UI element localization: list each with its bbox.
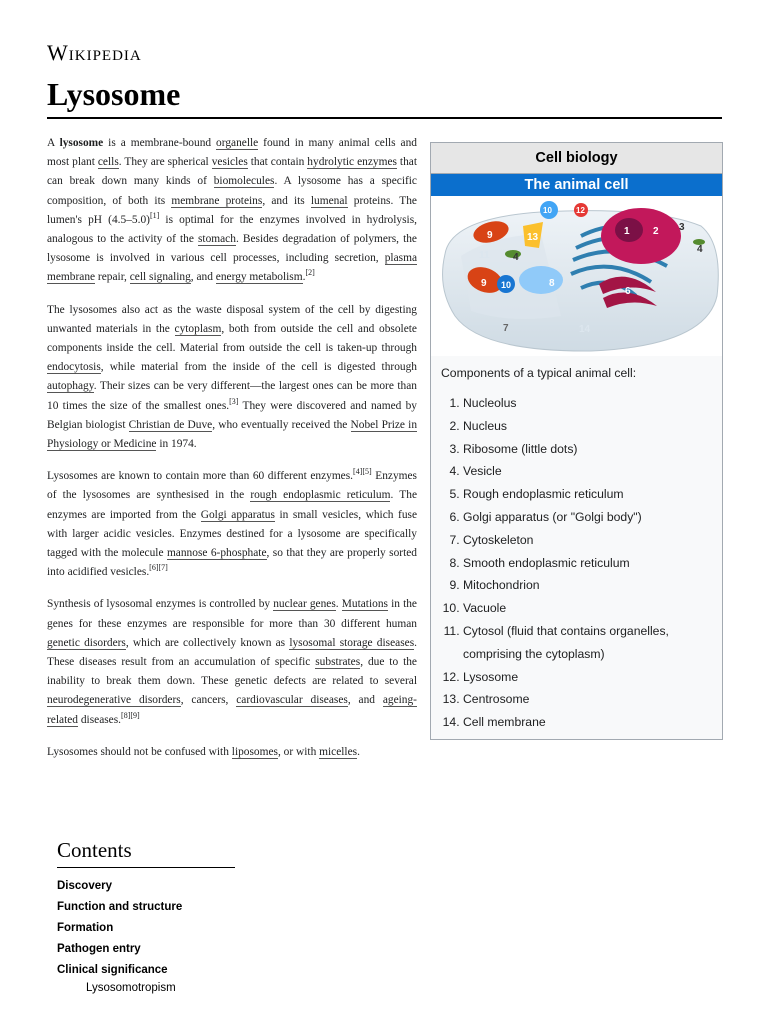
text-run: proteins. The lumen's pH (4.5–5.0) bbox=[47, 194, 417, 226]
text-run: , both from outside the cell and obsolete components inside the cell. Material from outside the cell is taken-up through bbox=[47, 322, 417, 355]
bold-term: lysosome bbox=[59, 137, 104, 149]
text-run: , while material from the inside of the cell is digested through bbox=[100, 361, 417, 374]
cell-component-item: 9. Mitochondrion bbox=[463, 574, 722, 597]
cell-component-item: 8. Smooth endoplasmic reticulum bbox=[463, 552, 722, 575]
paragraph-synthesis bbox=[47, 595, 417, 729]
article-link[interactable]: organelle bbox=[216, 137, 259, 149]
text-run: that can break down many kinds of bbox=[47, 156, 417, 188]
article-link[interactable]: hydrolytic enzymes bbox=[307, 156, 397, 169]
text-run: that contain bbox=[247, 156, 308, 169]
toc-item[interactable]: Pathogen entry bbox=[57, 943, 141, 955]
cell-component-item: 7. Cytoskeleton bbox=[463, 529, 722, 552]
text-run: . A lysosome has a specific composition, of both its bbox=[47, 175, 417, 207]
text-run: . Besides degradation of polymers, the lysosome is involved in various cell processes, including secretion, bbox=[47, 233, 417, 265]
animal-cell-diagram[interactable] bbox=[431, 196, 722, 356]
cell-component-item: 6. Golgi apparatus (or "Golgi body") bbox=[463, 506, 722, 529]
svg-text:2: 2 bbox=[653, 226, 659, 237]
svg-text:10: 10 bbox=[543, 206, 552, 215]
svg-text:11: 11 bbox=[479, 250, 490, 261]
toc-item[interactable]: Discovery bbox=[57, 880, 112, 892]
svg-text:4: 4 bbox=[697, 244, 703, 255]
citation-ref[interactable]: [6][7] bbox=[149, 563, 168, 573]
text-run: . The enzymes are imported from the bbox=[47, 489, 417, 521]
svg-text:7: 7 bbox=[503, 323, 509, 334]
text-run: . bbox=[335, 598, 342, 611]
infobox-caption: Components of a typical animal cell: bbox=[441, 366, 637, 380]
svg-text:3: 3 bbox=[679, 222, 685, 233]
toc-item[interactable]: Function and structure bbox=[57, 901, 183, 913]
cell-component-item: 1. Nucleolus bbox=[463, 392, 722, 415]
citation-ref[interactable]: [2] bbox=[305, 268, 315, 278]
article-link[interactable]: nuclear genes bbox=[273, 598, 336, 611]
text-run: A bbox=[47, 137, 60, 149]
page-title: Lysosome bbox=[47, 76, 181, 112]
cell-component-item: 11. Cytosol (fluid that contains organelles, comprising the cytoplasm) bbox=[463, 620, 722, 666]
text-run: , and bbox=[347, 694, 383, 707]
article-link[interactable]: Mutations bbox=[341, 598, 388, 611]
infobox-subheader[interactable]: The animal cell bbox=[431, 174, 722, 196]
citation-ref[interactable]: [1] bbox=[149, 211, 160, 221]
article-link[interactable]: endocytosis bbox=[47, 361, 101, 374]
article-link[interactable]: cells bbox=[97, 156, 119, 169]
article-link[interactable]: Nobel Prize in Physiology or Medicine bbox=[47, 418, 418, 451]
text-run: in the genes for these enzymes are responsible for more than 30 different human bbox=[47, 598, 417, 630]
text-run: , so that they are properly sorted into acidified vesicles. bbox=[47, 547, 417, 579]
article-link[interactable]: biomolecules bbox=[213, 175, 275, 188]
text-run: , who eventually received the bbox=[212, 418, 351, 431]
cell-component-item: 12. Lysosome bbox=[463, 666, 722, 689]
article-link[interactable]: ageing-related bbox=[47, 694, 417, 726]
toc-list bbox=[57, 876, 235, 995]
article-link[interactable]: Golgi apparatus bbox=[200, 508, 275, 521]
text-run: repair, bbox=[95, 271, 130, 284]
infobox bbox=[430, 142, 723, 740]
article-link[interactable]: lumenal bbox=[310, 194, 348, 207]
cell-component-item: 5. Rough endoplasmic reticulum bbox=[463, 483, 722, 506]
article-link[interactable]: vesicles bbox=[211, 156, 248, 169]
citation-ref[interactable]: [3] bbox=[229, 396, 239, 406]
cell-component-item: 3. Ribosome (little dots) bbox=[463, 438, 722, 461]
text-run: . Their sizes can be very different—the largest ones can be more than 10 times the size of the smallest ones. bbox=[47, 380, 417, 412]
svg-text:8: 8 bbox=[549, 278, 555, 289]
article-link[interactable]: neurodegenerative disorders bbox=[47, 694, 181, 707]
text-run: Synthesis of lysosomal enzymes is controlled by bbox=[47, 598, 274, 611]
paragraph-enzymes bbox=[47, 467, 417, 582]
article-link[interactable]: cell signaling bbox=[129, 271, 191, 284]
text-run: , or with bbox=[277, 745, 320, 758]
svg-text:6: 6 bbox=[625, 286, 631, 297]
text-run: , and its bbox=[262, 194, 311, 207]
title-divider bbox=[47, 117, 722, 119]
text-run: diseases. bbox=[78, 713, 122, 726]
cell-component-item: 4. Vesicle bbox=[463, 460, 722, 483]
text-run: Lysosomes are known to contain more than 60 different enzymes. bbox=[47, 470, 354, 483]
infobox-header: Cell biology bbox=[431, 143, 722, 174]
svg-text:1: 1 bbox=[624, 226, 630, 237]
article-link[interactable]: lysosomal storage diseases bbox=[289, 636, 415, 649]
article-link[interactable]: genetic disorders bbox=[47, 636, 126, 649]
article-link[interactable]: stomach bbox=[197, 233, 236, 246]
text-run: in 1974. bbox=[156, 438, 197, 451]
text-run: Enzymes of the lysosomes are synthesised in the bbox=[47, 470, 417, 502]
article-link[interactable]: autophagy bbox=[47, 380, 94, 393]
article-link[interactable]: plasma membrane bbox=[47, 252, 417, 284]
cell-component-item: 13. Centrosome bbox=[463, 688, 722, 711]
text-run: , due to the inability to break them down. These genetic defects are related to several bbox=[47, 656, 417, 688]
svg-text:9: 9 bbox=[481, 278, 487, 289]
citation-ref[interactable]: [8][9] bbox=[121, 710, 140, 720]
toc-item[interactable]: Clinical significance bbox=[57, 964, 168, 976]
svg-text:10: 10 bbox=[501, 280, 512, 290]
article-link[interactable]: Christian de Duve bbox=[128, 418, 213, 431]
text-run: . They are spherical bbox=[118, 156, 212, 169]
text-run: The lysosomes also act as the waste disposal system of the cell by digesting unwanted materials in the bbox=[47, 303, 417, 335]
article-link[interactable]: micelles bbox=[319, 745, 358, 758]
text-run: . These diseases result from an accumulation of specific bbox=[47, 636, 417, 669]
text-run: They were discovered and named by Belgian biologist bbox=[47, 399, 418, 431]
svg-text:14: 14 bbox=[579, 324, 591, 335]
text-run: . bbox=[357, 745, 360, 758]
text-run: in small vesicles, which fuse with larger acidic vesicles. Enzymes destined for a lysosome are specifically tagged with the molecule bbox=[47, 508, 417, 560]
text-run: , cancers, bbox=[180, 694, 237, 707]
text-run: Lysosomes should not be confused with bbox=[47, 745, 232, 758]
article-link[interactable]: cardiovascular diseases bbox=[236, 694, 348, 707]
article-link[interactable]: energy metabolism bbox=[215, 271, 303, 284]
svg-text:4: 4 bbox=[513, 252, 519, 263]
cell-component-item: 14. Cell membrane bbox=[463, 711, 722, 734]
wikipedia-wordmark[interactable]: Wikipedia bbox=[47, 40, 142, 65]
animal-cell-illustration bbox=[431, 196, 722, 356]
cell-component-item: 2. Nucleus bbox=[463, 415, 722, 438]
cell-components-list bbox=[431, 392, 722, 734]
citation-ref[interactable]: [4][5] bbox=[353, 467, 372, 477]
article-link[interactable]: rough endoplasmic reticulum bbox=[250, 489, 391, 502]
text-run: . bbox=[302, 271, 306, 284]
text-run: is a membrane-bound bbox=[103, 137, 217, 149]
paragraph-intro bbox=[47, 134, 417, 288]
article-link[interactable]: membrane proteins bbox=[171, 194, 263, 207]
toc-item[interactable]: Lysosomotropism bbox=[86, 982, 176, 994]
table-of-contents bbox=[57, 838, 235, 995]
article-link[interactable]: mannose 6-phosphate bbox=[166, 547, 267, 560]
cell-component-item: 10. Vacuole bbox=[463, 597, 722, 620]
text-run: , which are collectively known as bbox=[125, 636, 290, 649]
svg-text:9: 9 bbox=[487, 230, 493, 241]
text-run: , and bbox=[190, 271, 216, 284]
svg-text:13: 13 bbox=[527, 232, 539, 243]
toc-item[interactable]: Formation bbox=[57, 922, 114, 934]
text-run: is optimal for the enzymes involved in hydrolysis, analogous to the activity of the bbox=[47, 213, 417, 246]
article-link[interactable]: liposomes bbox=[231, 745, 278, 758]
svg-text:12: 12 bbox=[576, 206, 585, 215]
contents-title: Contents bbox=[57, 838, 235, 868]
article-link[interactable]: substrates bbox=[315, 656, 361, 669]
paragraph-waste-disposal bbox=[47, 301, 417, 455]
text-run: found in many animal cells and most plant bbox=[47, 137, 417, 169]
article-body bbox=[47, 134, 417, 775]
paragraph-confusion-note bbox=[47, 743, 417, 762]
article-link[interactable]: cytoplasm bbox=[174, 322, 222, 335]
